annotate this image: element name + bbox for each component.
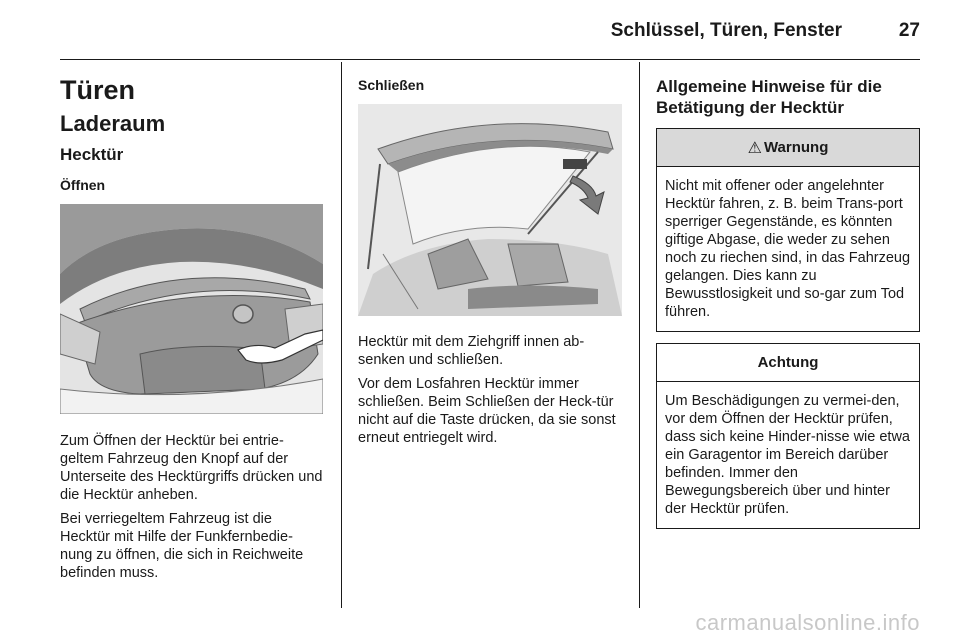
column-divider-2 (639, 62, 640, 608)
opening-paragraph-1: Zum Öffnen der Hecktür bei entrie-geltem Fahrzeug den Knopf auf der Unterseite des Hecktürgriffs drücken und die Hecktür anheben. (60, 433, 323, 503)
closing-heading: Schließen (358, 77, 425, 93)
running-header-title: Schlüssel, Türen, Fenster (610, 20, 842, 41)
caution-box-header (657, 344, 919, 382)
caution-box (656, 343, 920, 529)
open-tailgate-drawing (358, 104, 622, 316)
warning-box (656, 128, 920, 332)
warning-triangle-icon: ⚠ (747, 139, 762, 157)
general-notes-heading: Allgemeine Hinweise für die Betätigung der Hecktür (656, 77, 882, 117)
column-1 (60, 62, 325, 582)
warning-title: Warnung (763, 139, 829, 156)
tailgate-opening-illustration (60, 204, 323, 414)
column-3 (656, 62, 920, 529)
watermark: carmanualsonline.info (695, 610, 920, 635)
caution-text: Um Beschädigungen zu vermei-den, vor dem Öffnen der Hecktür prüfen, dass sich keine Hinder-nisse wie etwa ein Garagentor im Bereich darüber befinden. Immer den Bewegungsbereich über und hinter der Hecktür prüfen. (665, 393, 910, 517)
column-2 (358, 62, 624, 447)
warning-box-header (657, 129, 919, 167)
page-number: 27 (898, 20, 920, 41)
car-rear-drawing (60, 204, 323, 414)
warning-text: Nicht mit offener oder angelehnter Hecktür fahren, z. B. beim Trans-port sperriger Gegenstände, es könnten giftige Abgase, die weder zu sehen noch zu riechen sind, in das Fahrzeug gelangen. Dies kann zu Bewusstlosigkeit und so-gar zum Tod führen. (665, 178, 911, 320)
caution-title: Achtung (757, 354, 819, 371)
closing-paragraph-2: Vor dem Losfahren Hecktür immer schließen. Beim Schließen der Heck-tür nicht auf die Taste drücken, da sie sonst erneut entriegelt wird. (358, 376, 616, 446)
opening-heading: Öffnen (60, 177, 106, 193)
header-rule (60, 59, 920, 60)
closing-paragraph-1: Hecktür mit dem Ziehgriff innen ab-senken und schließen. (358, 334, 585, 368)
opening-paragraph-2: Bei verriegeltem Fahrzeug ist die Hecktür mit Hilfe der Funkfernbedie-nung zu öffnen, die sich in Reichweite befinden muss. (60, 511, 304, 581)
column-divider-1 (341, 62, 342, 608)
subsection-heading: Hecktür (60, 145, 124, 164)
tailgate-closing-illustration (358, 104, 622, 316)
chapter-heading: Türen (60, 75, 136, 105)
section-heading: Laderaum (60, 111, 166, 136)
